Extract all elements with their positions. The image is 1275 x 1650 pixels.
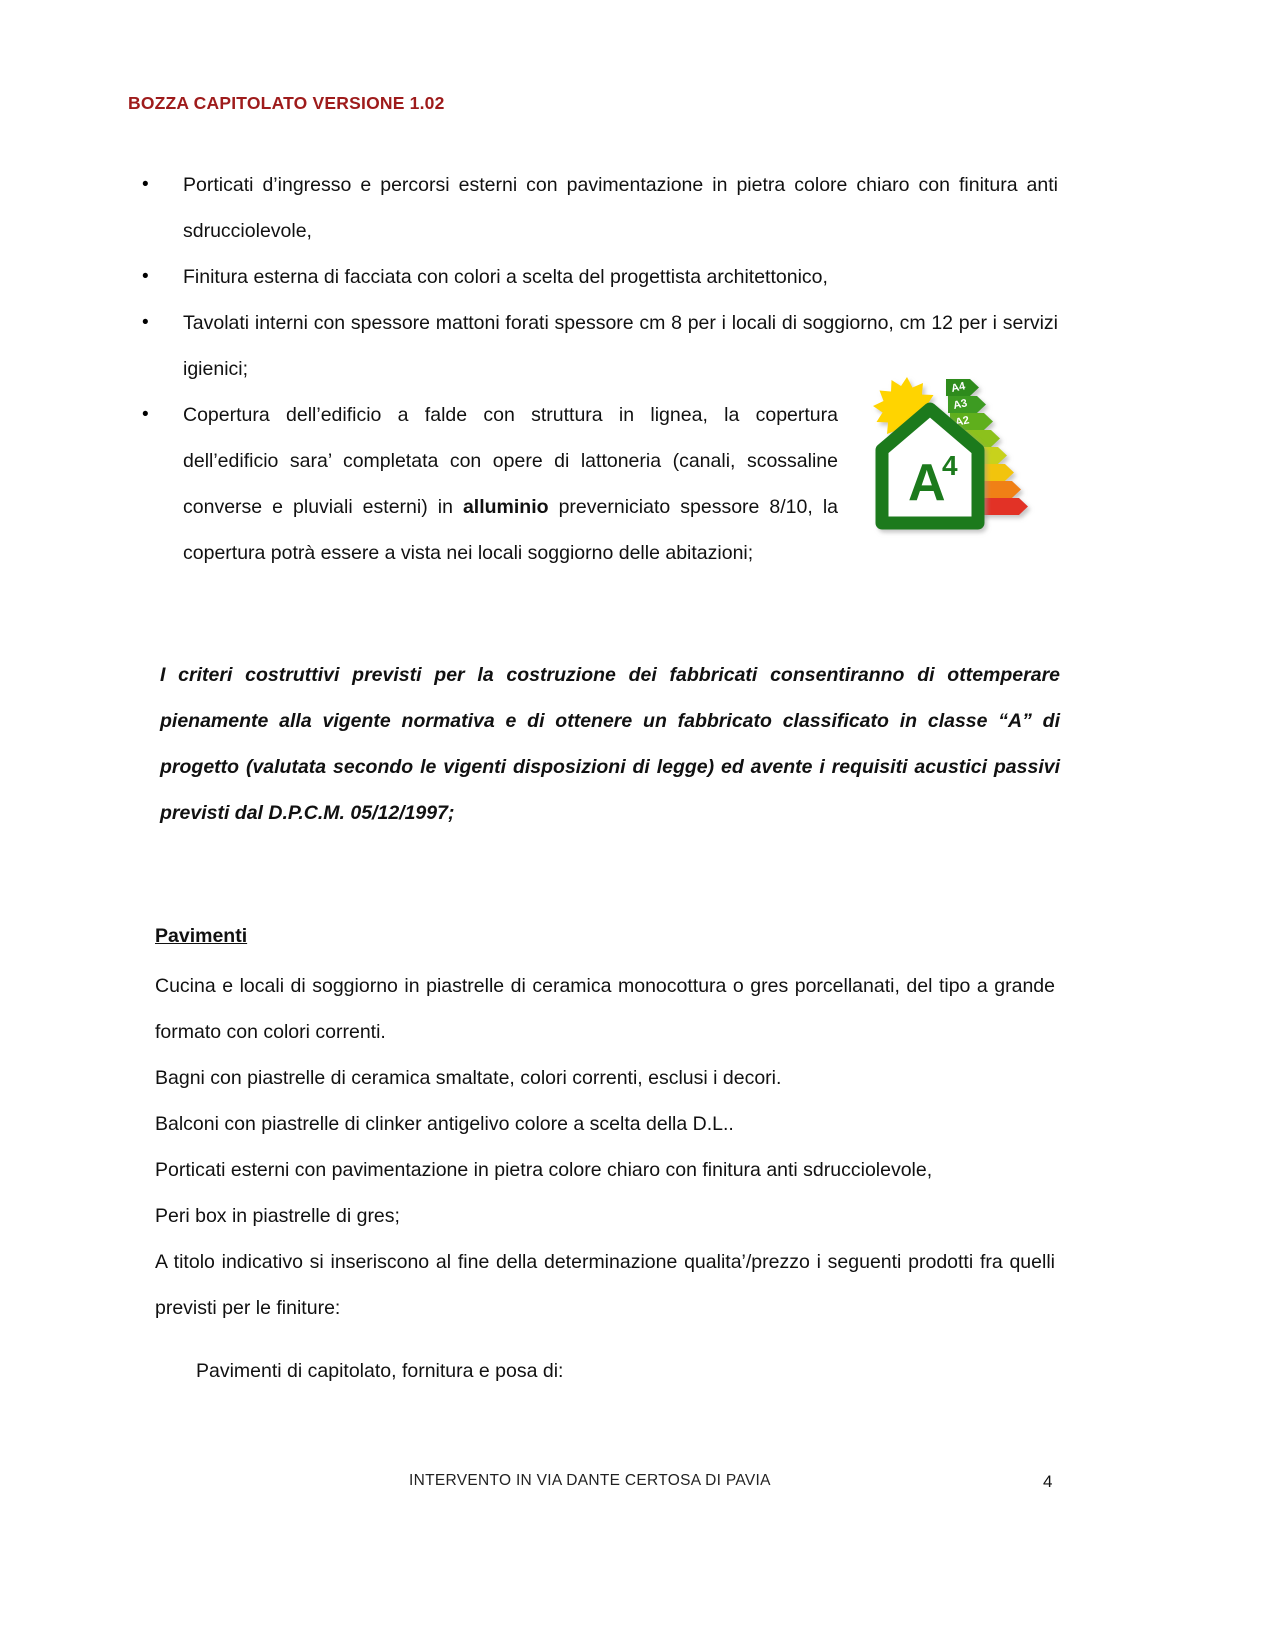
section-heading-pavimenti: Pavimenti	[155, 925, 248, 947]
list-item-text-part: preverniciato spessore 8/10, la copertura potrà essere a vista nei locali soggiorno delle abitazioni;	[183, 496, 838, 564]
svg-text:A4: A4	[950, 380, 967, 395]
indented-line: Pavimenti di capitolato, fornitura e posa di:	[196, 1360, 564, 1382]
list-item-text-bold: alluminio	[462, 496, 549, 518]
list-item-text: Finitura esterna di facciata con colori a scelta del progettista architettonico,	[183, 266, 828, 288]
paragraph: Balconi con piastrelle di clinker antigelivo colore a scelta della D.L..	[155, 1113, 734, 1135]
list-item	[133, 162, 1058, 254]
footer-text: INTERVENTO IN VIA DANTE CERTOSA DI PAVIA	[409, 1472, 771, 1489]
paragraph: Cucina e locali di soggiorno in piastrelle di ceramica monocottura o gres porcellanati, del tipo a grande formato con colori correnti.	[155, 975, 1055, 1043]
bullet-marker-icon: •	[142, 312, 149, 333]
document-header-title: BOZZA CAPITOLATO VERSIONE 1.02	[128, 93, 445, 113]
list-item-text-part: Copertura dell’edificio a falde con struttura in lignea, la copertura dell’edificio sara’ completata con opere di lattoneria (canali, scossaline converse e pluviali esterni) in	[183, 404, 838, 518]
svg-text:A2: A2	[954, 414, 971, 429]
emphasis-paragraph: I criteri costruttivi previsti per la costruzione dei fabbricati consentiranno di ottemperare pienamente alla vigente normativa e di ottenere un fabbricato classificato in classe “A” di progetto (valutata secondo le vigenti disposizioni di legge) ed avente i requisiti acustici passivi previsti dal D.P.C.M. 05/12/1997;	[160, 664, 1060, 824]
list-item-text: Porticati d’ingresso e percorsi esterni con pavimentazione in pietra colore chiaro con finitura anti sdrucciolevole,	[183, 174, 1058, 242]
footer-page-number: 4	[1043, 1472, 1053, 1491]
energy-class-logo	[862, 365, 1047, 540]
list-item-text: Tavolati interni con spessore mattoni forati spessore cm 8 per i locali di soggiorno, cm 12 per i servizi igienici;	[183, 312, 1058, 380]
svg-text:A3: A3	[952, 397, 969, 412]
paragraph: Peri box in piastrelle di gres;	[155, 1205, 400, 1227]
list-item-text	[183, 392, 838, 576]
bullet-marker-icon: •	[142, 266, 149, 287]
paragraph: Porticati esterni con pavimentazione in pietra colore chiaro con finitura anti sdrucciolevole,	[155, 1159, 933, 1181]
bullet-marker-icon: •	[142, 174, 149, 195]
list-item	[133, 254, 1058, 300]
section-body-pavimenti	[155, 963, 1055, 1331]
paragraph: A titolo indicativo si inseriscono al fine della determinazione qualita’/prezzo i seguenti prodotti fra quelli previsti per le finiture:	[155, 1251, 1055, 1319]
document-footer	[0, 1472, 1275, 1502]
paragraph: Bagni con piastrelle di ceramica smaltate, colori correnti, esclusi i decori.	[155, 1067, 782, 1089]
house-class-superscript: 4	[942, 450, 958, 481]
bullet-marker-icon: •	[142, 404, 149, 425]
list-item	[133, 392, 838, 576]
house-class-label: A	[908, 454, 946, 512]
